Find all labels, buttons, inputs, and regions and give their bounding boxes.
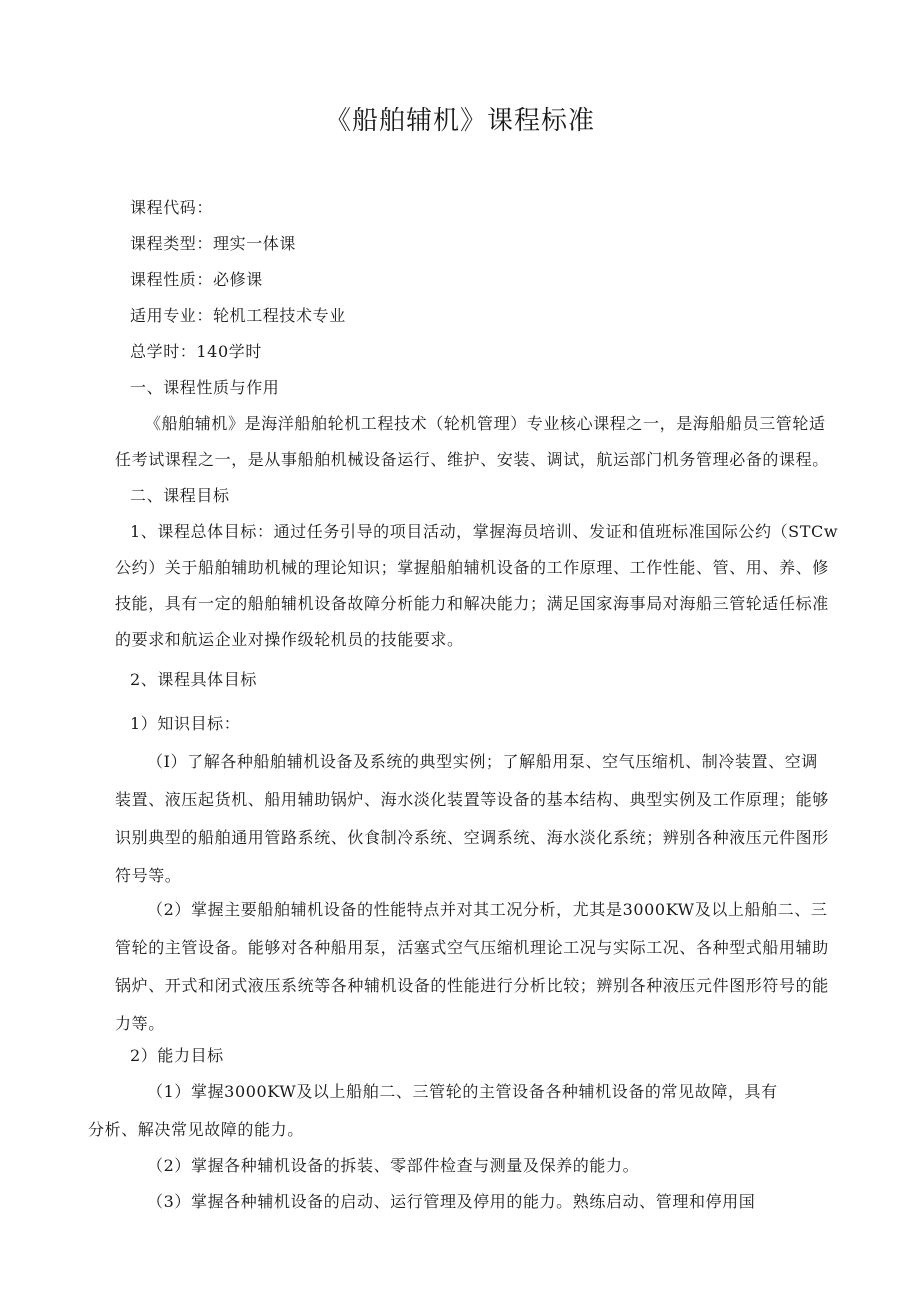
subsection-heading: 1）知识目标：: [130, 714, 241, 733]
paragraph-line: 装置、液压起货机、船用辅助锅炉、海水淡化装置等设备的基本结构、典型实例及工作原理；能够: [115, 790, 829, 809]
applicable-major: 适用专业：轮机工程技术专业: [130, 306, 346, 325]
subsection-heading: 2）能力目标: [130, 1046, 224, 1065]
paragraph-line: （I）了解各种船舶辅机设备及系统的典型实例；了解船用泵、空气压缩机、制冷装置、空调: [147, 752, 818, 771]
paragraph-line: 分析、解决常见故障的能力。: [88, 1120, 304, 1139]
paragraph-line: 锅炉、开式和闭式液压系统等各种辅机设备的性能进行分析比较；辨别各种液压元件图形符号的能: [115, 976, 829, 995]
total-hours: 总学时：140学时: [130, 342, 262, 361]
course-nature: 课程性质：必修课: [130, 270, 263, 289]
paragraph-line: （2）掌握各种辅机设备的拆装、零部件检查与测量及保养的能力。: [147, 1156, 640, 1175]
paragraph-line: 力等。: [115, 1014, 165, 1033]
paragraph-line: 任考试课程之一，是从事船舶机械设备运行、维护、安装、调试，航运部门机务管理必备的课程。: [115, 450, 829, 469]
paragraph-line: 1、课程总体目标：通过任务引导的项目活动，掌握海员培训、发证和值班标准国际公约（STCw: [130, 522, 839, 541]
subsection-heading: 2、课程具体目标: [130, 670, 257, 689]
paragraph-line: （2）掌握主要船舶辅机设备的性能特点并对其工况分析，尤其是3000KW及以上船舶二、三: [147, 900, 828, 919]
paragraph-line: （1）掌握3000KW及以上船舶二、三管轮的主管设备各种辅机设备的常见故障，具有: [147, 1082, 778, 1101]
paragraph-line: 管轮的主管设备。能够对各种船用泵，活塞式空气压缩机理论工况与实际工况、各种型式船用辅助: [115, 938, 829, 957]
section-heading: 一、课程性质与作用: [130, 378, 280, 397]
paragraph-line: 的要求和航运企业对操作级轮机员的技能要求。: [115, 630, 464, 649]
section-heading: 二、课程目标: [130, 486, 230, 505]
document-title: 《船舶辅机》课程标准: [324, 106, 595, 136]
paragraph-line: 符号等。: [115, 866, 182, 885]
paragraph-line: 技能，具有一定的船舶辅机设备故障分析能力和解决能力；满足国家海事局对海船三管轮适任标准: [115, 594, 829, 613]
paragraph-line: （3）掌握各种辅机设备的启动、运行管理及停用的能力。熟练启动、管理和停用国: [147, 1192, 756, 1211]
course-type: 课程类型：理实一体课: [130, 234, 297, 253]
paragraph-line: 《船舶辅机》是海洋船舶轮机工程技术（轮机管理）专业核心课程之一，是海船船员三管轮适: [145, 414, 826, 433]
course-code: 课程代码：: [130, 198, 214, 217]
paragraph-line: 识别典型的船舶通用管路系统、伙食制冷系统、空调系统、海水淡化系统；辨别各种液压元件图形: [115, 828, 829, 847]
paragraph-line: 公约）关于船舶辅助机械的理论知识；掌握船舶辅机设备的工作原理、工作性能、管、用、养、修: [115, 558, 829, 577]
